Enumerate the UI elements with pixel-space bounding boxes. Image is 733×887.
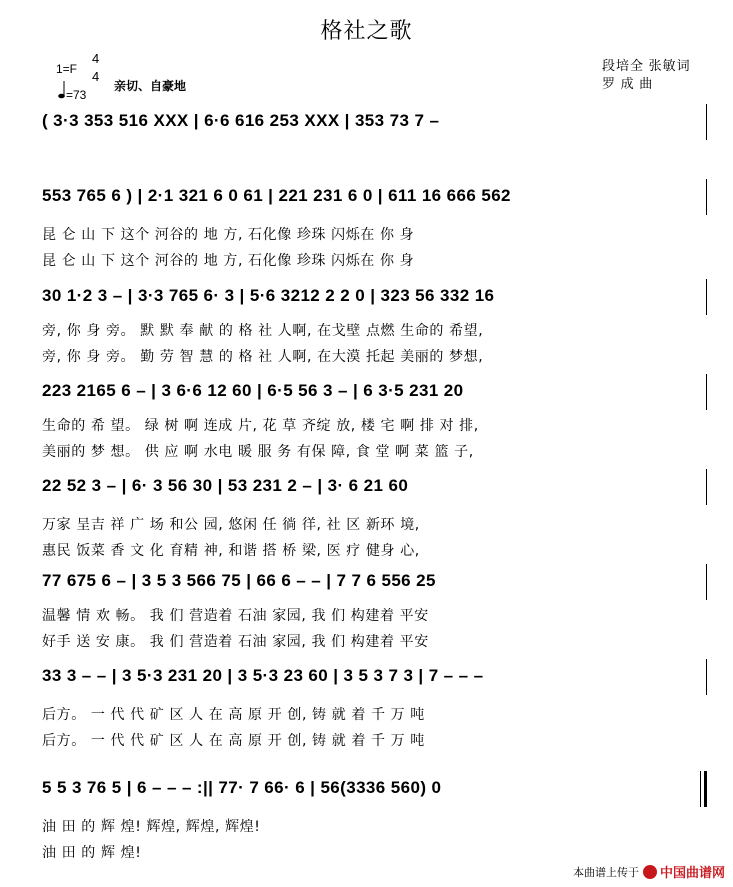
site-name: 中国曲谱网	[659, 865, 725, 880]
meter-top: 4	[92, 51, 100, 66]
expression-mark: 亲切、自豪地	[114, 79, 187, 93]
notes-line: 33 3 – – | 3 5·3 231 20 | 3 5·3 23 60 | 3 5 3 7 3 | 7 – – –	[42, 666, 484, 685]
lyrics-verse-1: 生命的 希 望。 绿 树 啊 连成 片, 花 草 齐绽 放, 楼 宅 啊 排 对 排,	[42, 418, 479, 434]
barline	[706, 279, 707, 315]
lyrics-verse-1: 万家 呈吉 祥 广 场 和公 园, 悠闲 任 徜 徉, 社 区 新环 境,	[42, 517, 420, 533]
lyrics-verse-1: 昆 仑 山 下 这个 河谷的 地 方, 石化像 珍珠 闪烁在 你 身	[42, 227, 415, 243]
composer: 罗 成 曲	[602, 76, 654, 91]
notes-line: 5 5 3 76 5 | 6 – – – :|| 77· 7 66· 6 | 56(3336 560) 0	[42, 778, 442, 797]
lyrics-verse-2: 昆 仑 山 下 这个 河谷的 地 方, 石化像 珍珠 闪烁在 你 身	[42, 253, 415, 269]
site-logo[interactable]	[643, 862, 725, 881]
barline	[706, 104, 707, 140]
notes-line: ( 3·3 353 516 XXX | 6·6 616 253 XXX | 353 73 7 –	[42, 111, 440, 130]
tempo-mark: =73	[66, 88, 87, 102]
barline	[706, 564, 707, 600]
lyricist: 段培全 张敏词	[602, 58, 691, 73]
logo-icon	[643, 865, 657, 879]
notes-line: 223 2165 6 – | 3 6·6 12 60 | 6·5 56 3 – | 6 3·5 231 20	[42, 381, 464, 400]
upload-label: 本曲谱上传于	[572, 865, 639, 879]
notes-line: 22 52 3 – | 6· 3 56 30 | 53 231 2 – | 3· 6 21 60	[42, 476, 409, 495]
key-signature: 1=F	[56, 62, 78, 76]
barline	[706, 469, 707, 505]
lyrics-verse-1: 旁, 你 身 旁。 默 默 奉 献 的 格 社 人啊, 在戈壁 点燃 生命的 希望,	[42, 323, 484, 339]
notes-line: 77 675 6 – | 3 5 3 566 75 | 66 6 – – | 7 7 6 556 25	[42, 571, 436, 590]
notes-line: 30 1·2 3 – | 3·3 765 6· 3 | 5·6 3212 2 2 0 | 323 56 332 16	[42, 286, 495, 305]
upload-footer	[573, 862, 725, 881]
lyrics-verse-2: 后方。 一 代 代 矿 区 人 在 高 原 开 创, 铸 就 着 千 万 吨	[42, 733, 425, 749]
barline	[706, 179, 707, 215]
lyrics-verse-1: 温馨 情 欢 畅。 我 们 营造着 石油 家园, 我 们 构建着 平安	[42, 608, 429, 624]
quarter-note-icon	[58, 80, 64, 98]
barline	[706, 659, 707, 695]
lyrics-verse-2: 好手 送 安 康。 我 们 营造着 石油 家园, 我 们 构建着 平安	[42, 634, 429, 650]
lyrics-verse-2: 旁, 你 身 旁。 勤 劳 智 慧 的 格 社 人啊, 在大漠 托起 美丽的 梦想,	[42, 349, 484, 365]
page-title: 格社之歌	[320, 19, 413, 44]
lyrics-verse-1: 油 田 的 辉 煌! 辉煌, 辉煌, 辉煌!	[42, 819, 261, 835]
meter-bottom: 4	[92, 69, 100, 84]
barline	[706, 374, 707, 410]
final-barline-thick	[704, 771, 707, 807]
lyrics-verse-1: 后方。 一 代 代 矿 区 人 在 高 原 开 创, 铸 就 着 千 万 吨	[42, 707, 425, 723]
lyrics-verse-2: 美丽的 梦 想。 供 应 啊 水电 暖 服 务 有保 障, 食 堂 啊 菜 篮 子,	[42, 444, 474, 460]
lyrics-verse-2: 油 田 的 辉 煌!	[42, 845, 142, 861]
final-barline	[700, 771, 701, 807]
lyrics-verse-2: 惠民 饭菜 香 文 化 育精 神, 和谐 搭 桥 梁, 医 疗 健身 心,	[42, 543, 420, 559]
notes-line: 553 765 6 ) | 2·1 321 6 0 61 | 221 231 6 0 | 611 16 666 562	[42, 186, 511, 205]
